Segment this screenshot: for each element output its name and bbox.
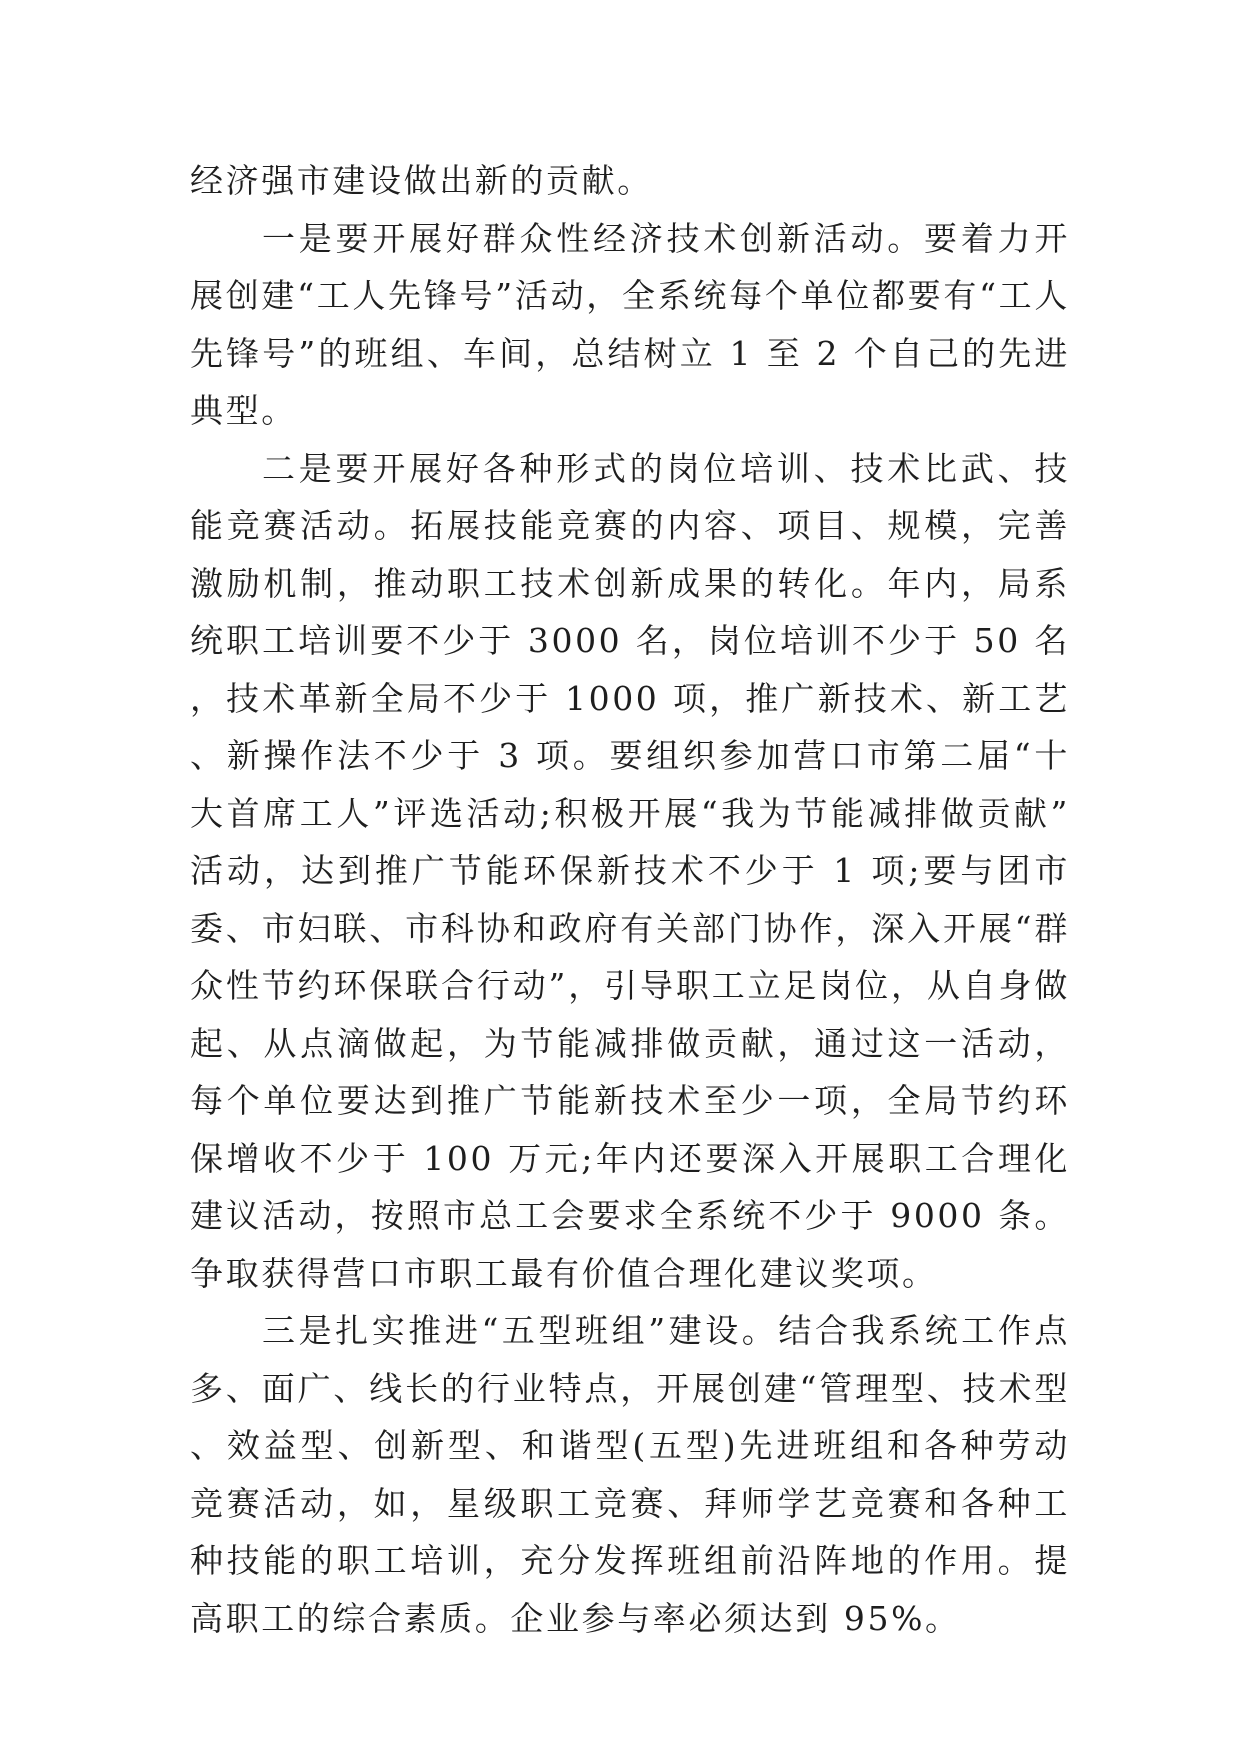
paragraph-item-1: 一是要开展好群众性经济技术创新活动。要着力开展创建“工人先锋号”活动，全系统每个单位都要有“工人先锋号”的班组、车间，总结树立 1 至 2 个自己的先进典型。 (190, 218, 1070, 430)
paragraph-item-3: 三是扎实推进“五型班组”建设。结合我系统工作点多、面广、线长的行业特点，开展创建“管理型、技术型、效益型、创新型、和谐型(五型)先进班组和各种劳动竞赛活动，如，星级职工竞赛、拜师学艺竞赛和各种工种技能的职工培训，充分发挥班组前沿阵地的作用。提高职工的综合素质。企业参与率必须达到 95%。 (190, 1311, 1070, 1638)
document-body (190, 152, 1070, 1647)
paragraph-item-2: 二是要开展好各种形式的岗位培训、技术比武、技能竞赛活动。拓展技能竞赛的内容、项目、规模，完善激励机制，推动职工技术创新成果的转化。年内，局系统职工培训要不少于 3000 名，岗位培训不少于 50 名，技术革新全局不少于 1000 项，推广新技术、新工艺、新操作法不少于 3 项。要组织参加营口市第二届“十大首席工人”评选活动;积极开展“我为节能减排做贡献”活动，达到推广节能环保新技术不少于 1 项;要与团市委、市妇联、市科协和政府有关部门协作，深入开展“群众性节约环保联合行动”，引导职工立足岗位，从自身做起、从点滴做起，为节能减排做贡献，通过这一活动，每个单位要达到推广节能新技术至少一项，全局节约环保增收不少于 100 万元;年内还要深入开展职工合理化建议活动，按照市总工会要求全系统不少于 9000 条。争取获得营口市职工最有价值合理化建议奖项。 (190, 448, 1070, 1293)
paragraph-continuation: 经济强市建设做出新的贡献。 (190, 161, 653, 200)
